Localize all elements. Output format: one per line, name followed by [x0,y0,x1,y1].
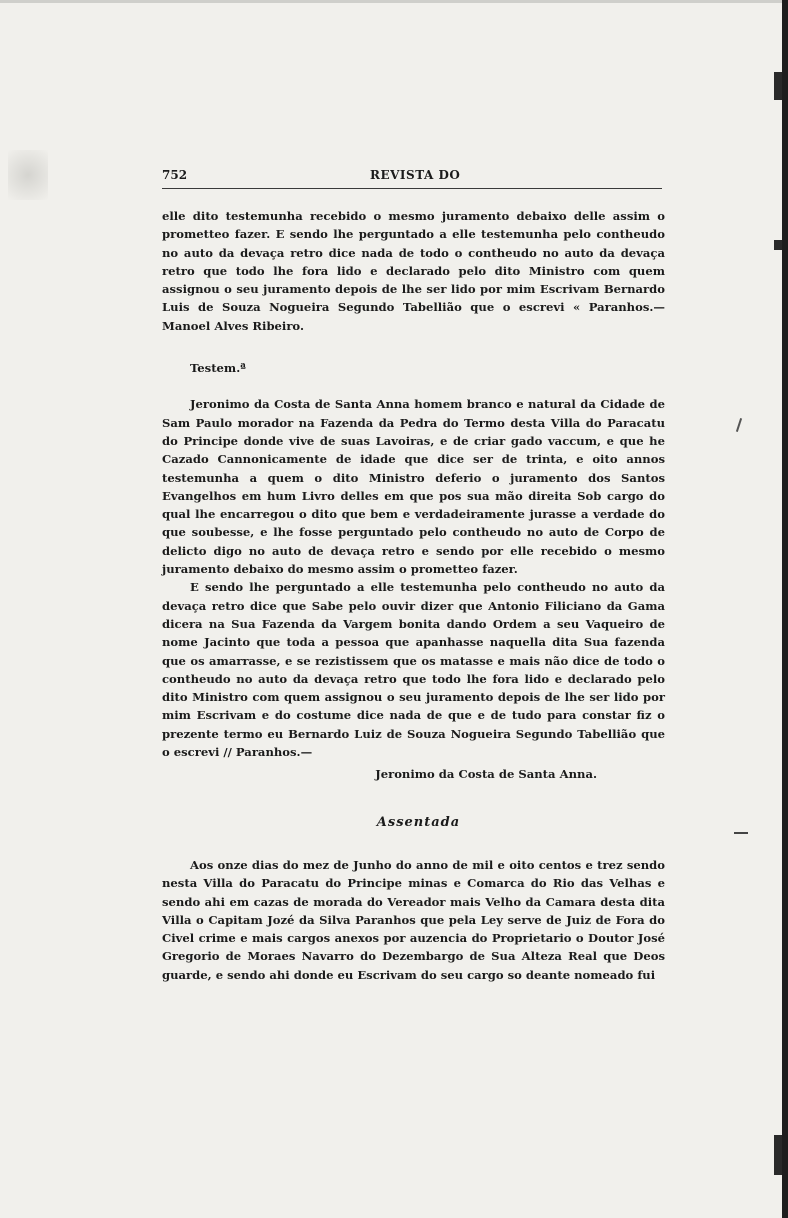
pencil-mark [734,832,748,834]
page-top-edge [0,0,788,3]
paragraph-heading: Testem.ª [190,361,246,376]
margin-mark [774,72,782,100]
section-title: Assentada [376,814,461,830]
paragraph: E sendo lhe perguntado a elle testemunha pelo contheudo no auto da devaça retro dice que Sabe pelo ouvir dizer que Antonio Filiciano da Gama dicera na Sua Fazenda da Vargem bonita dando Ordem a seu Vaqueiro de nome Jacinto que toda a pessoa que apanhasse naquella dita Sua fazenda que os amarrasse, e se rezistissem que os matasse e mais não dice de todo o contheudo no auto da devaça retro que todo lhe fora lido e declarado pelo dito Ministro com quem assignou o seu juramento depois de lhe ser lido por mim Escrivam e do costume dice nada de que e de tudo para constar fiz o prezente termo eu Bernardo Luiz de Souza Nogueira Segundo Tabellião que o escrevi // Paranhos.— [162,580,665,760]
running-title: REVISTA DO [370,168,461,182]
signature: Jeronimo da Costa de Santa Anna. [375,767,597,782]
paragraph: elle dito testemunha recebido o mesmo juramento debaixo delle assim o prometteo fazer. E sendo lhe perguntado a elle testemunha pelo contheudo no auto da devaça retro dice nada de todo o contheudo no auto da devaça retro que todo lhe fora lido e declarado pelo dito Ministro com quem assignou o seu juramento depois de lhe ser lido por mim Escrivam Bernardo Luis de Souza Nogueira Segundo Tabellião que o escrevi « Paranhos.—Manoel Alves Ribeiro. [162,209,665,333]
paragraph: Aos onze dias do mez de Junho do anno de mil e oito centos e trez sendo nesta Villa do Paracatu do Principe minas e Comarca do Rio das Velhas e sendo ahi em cazas de morada do Vereador mais Velho da Camara desta dita Villa o Capitam Jozé da Silva Paranhos que pela Ley serve de Juiz de Fora do Civel crime e mais cargos anexos por auzencia do Proprietario o Doutor José Gregorio de Moraes Navarro do Dezembargo de Sua Alteza Real que Deos guarde, e sendo ahi donde eu Escrivam do seu cargo so deante nomeado fui [162,857,665,982]
header-rule [162,188,662,189]
paragraph: Jeronimo da Costa de Santa Anna homem branco e natural da Cidade de Sam Paulo morador na Fazenda da Pedra do Termo desta Villa do Paracatu do Principe donde vive de suas Lavoiras, e de criar gado vaccum, e que he Cazado Cannonicamente de idade que dice ser de trinta, e oito annos testemunha a quem o dito Ministro deferio o juramento dos Santos Evangelhos em hum Livro delles em que pos sua mão direita Sob cargo do qual lhe encarregou o dito que bem e verdadeiramente jurasse a verdade do que soubesse, e lhe fosse perguntado pelo contheudo no auto de Corpo de delicto digo no auto de devaça retro e sendo por elle recebido o mesmo juramento debaixo do mesmo assim o prometteo fazer. [162,397,665,577]
scan-smudge [8,150,48,200]
page-number: 752 [162,168,188,182]
body-text [162,207,665,984]
margin-mark [774,240,782,250]
margin-mark [774,1135,782,1175]
page-right-edge [782,0,788,1218]
pencil-mark [736,418,742,432]
running-header [162,168,662,188]
